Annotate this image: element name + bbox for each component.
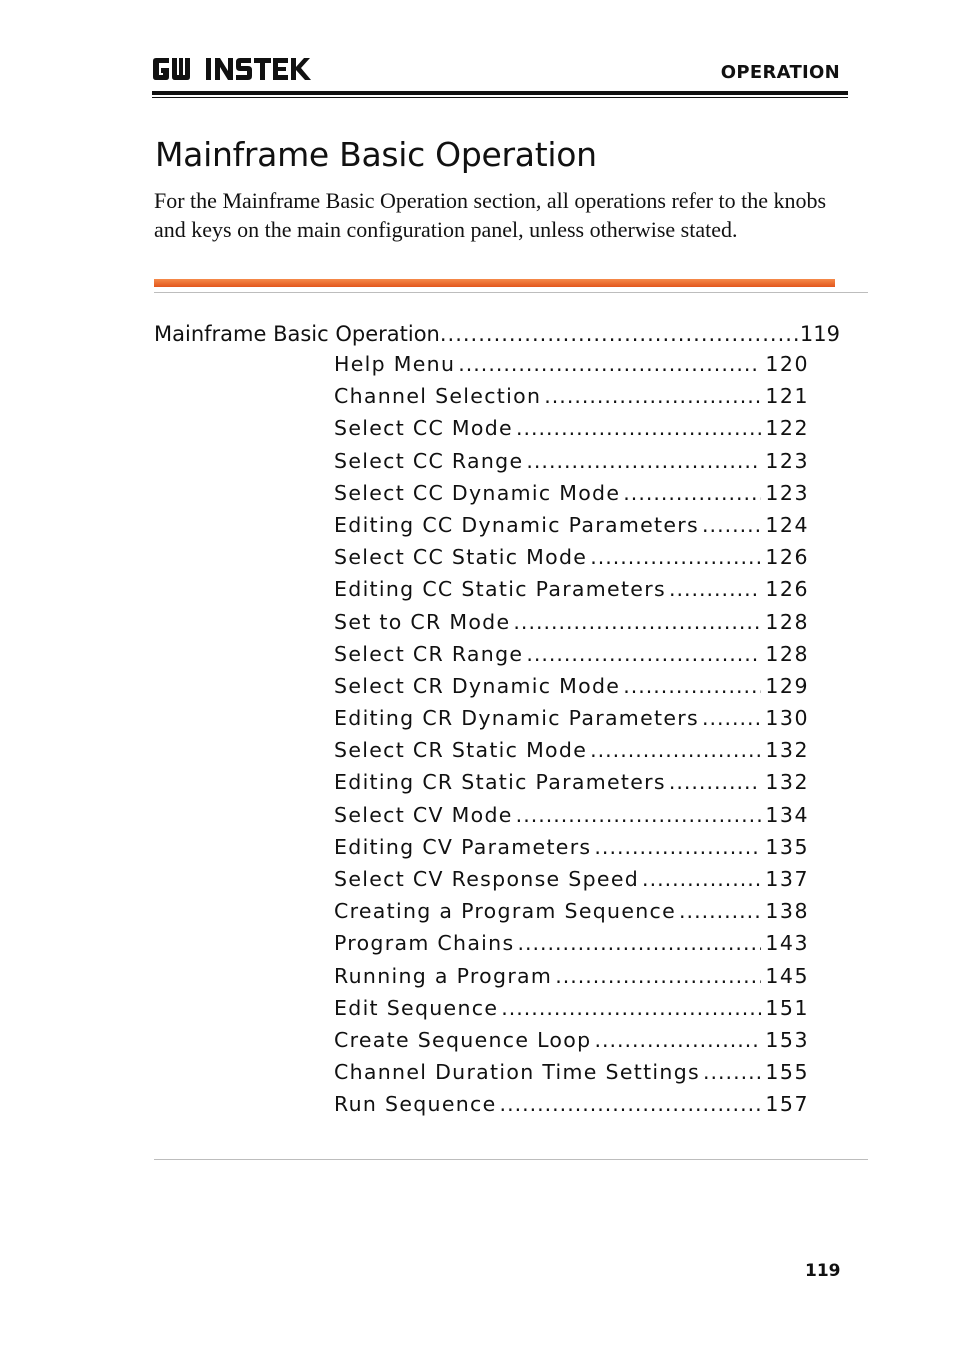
page-number: 119 [805,1261,841,1281]
toc-entry-label: Editing CR Static Parameters [334,770,666,795]
toc-entry[interactable] [334,964,809,996]
toc-entry[interactable] [334,352,809,384]
toc-entry-page: 145 [765,963,809,988]
toc-entry-label: Select CV Response Speed [334,867,640,891]
toc-entry[interactable] [334,738,809,770]
toc-leader-dots [526,642,761,666]
toc-entry-page: 135 [765,834,809,859]
toc-entry[interactable] [334,610,809,642]
toc-entry-page: 124 [765,512,809,537]
toc-entry-page: 123 [765,480,809,505]
toc-entry-label: Edit Sequence [334,995,499,1020]
toc-entry-page: 137 [765,867,809,891]
toc-leader-dots [623,674,761,698]
toc-entry-label: Select CC Mode [334,416,513,441]
toc-leader-dots [501,996,761,1020]
toc-entry-page: 157 [765,1092,809,1117]
header-rule-thin [152,97,848,98]
toc-leader-dots [703,1060,761,1084]
toc-leader-dots [590,545,761,569]
toc-entry[interactable] [334,449,809,481]
toc-entry[interactable] [334,481,809,513]
toc-leader-dots [702,706,761,730]
toc-entry-page: 143 [765,931,809,956]
toc-leader-dots [594,835,761,859]
toc-entry-label: Help Menu [334,352,456,376]
toc-entry-label: Editing CC Static Parameters [334,577,666,602]
toc-entry-label: Set to CR Mode [334,609,511,634]
toc-entry-label: Run Sequence [334,1092,497,1117]
toc-entry-page: 128 [765,641,809,666]
toc-entry-label: Editing CR Dynamic Parameters [334,706,699,731]
section-label: OPERATION [720,62,840,83]
intro-paragraph: For the Mainframe Basic Operation section, all operations refer to the knobs and keys on the main configuration panel, unless otherwise stated. [154,188,827,242]
bottom-gray-rule [154,1159,868,1160]
toc-entry-page: 132 [765,770,809,795]
toc-entry-label: Select CC Static Mode [334,545,588,570]
toc-leader-dots [702,513,761,537]
header-rule [152,91,848,95]
toc-entry[interactable] [334,384,809,416]
toc-entry-label: Select CV Mode [334,802,513,827]
toc-entry[interactable] [334,545,809,577]
toc-entry-page: 132 [765,738,809,763]
toc-entry[interactable] [334,513,809,545]
toc-leader-dots [594,1028,761,1052]
toc-leader-dots [513,610,761,634]
toc-entry-label: Create Sequence Loop [334,1027,592,1052]
toc-entry-label: Creating a Program Sequence [334,899,677,924]
toc-entry-page: 138 [765,899,809,924]
toc-leader-dots [555,964,761,988]
toc-entry[interactable] [334,1060,809,1092]
toc-leader-dots [623,481,761,505]
toc-entry-page: 151 [765,995,809,1020]
orange-divider [154,279,835,287]
toc-entry[interactable] [334,416,809,448]
toc-entry[interactable] [334,642,809,674]
toc-entry-page: 126 [765,545,809,570]
toc-entry-page: 120 [765,352,809,376]
toc-entry-label: Select CR Static Mode [334,738,588,763]
toc-leader-dots [458,352,761,376]
toc-leader-dots [679,899,761,923]
toc-entry-page: 121 [765,384,809,409]
toc-entry-label: Editing CV Parameters [334,834,592,859]
toc-entry-label: Select CC Dynamic Mode [334,480,621,505]
toc-leader-dots [590,738,761,762]
toc-leader-dots [544,384,761,408]
toc-entry-label: Channel Selection [334,384,542,409]
toc-leader-dots [440,322,800,346]
top-gray-rule [154,292,868,293]
toc-entry[interactable] [334,899,809,931]
toc-entry-label: Program Chains [334,931,515,956]
toc-entry[interactable] [334,1092,809,1124]
toc-entry-label: Editing CC Dynamic Parameters [334,512,700,537]
toc-entry-page: 153 [765,1027,809,1052]
toc-list [334,352,809,1125]
toc-main-page: 119 [799,322,840,346]
toc-entry-label: Select CR Dynamic Mode [334,673,621,698]
toc-leader-dots [669,577,761,601]
gw-instek-logo [152,56,324,82]
toc-entry[interactable] [334,803,809,835]
toc-entry-page: 134 [765,802,809,827]
toc-leader-dots [516,416,761,440]
toc-leader-dots [500,1092,762,1116]
toc-entry-page: 129 [765,673,809,698]
toc-entry-page: 126 [765,577,809,602]
toc-entry-label: Select CC Range [334,448,524,473]
toc-leader-dots [642,867,761,891]
toc-entry[interactable] [334,770,809,802]
toc-entry[interactable] [334,867,809,899]
toc-entry[interactable] [334,706,809,738]
page-title: Mainframe Basic Operation [155,135,597,174]
toc-entry-page: 123 [765,448,809,473]
toc-entry[interactable] [334,835,809,867]
toc-entry[interactable] [334,674,809,706]
toc-entry-page: 155 [765,1060,809,1085]
toc-entry-label: Running a Program [334,963,553,988]
toc-leader-dots [526,449,761,473]
toc-leader-dots [517,931,761,955]
toc-leader-dots [669,770,762,794]
toc-entry[interactable] [334,577,809,609]
toc-entry-page: 130 [765,706,809,731]
page-header [152,56,848,98]
toc-entry-page: 128 [765,609,809,634]
toc-entry[interactable] [334,1028,809,1060]
toc-entry[interactable] [334,996,809,1028]
toc-leader-dots [516,803,762,827]
toc-entry-label: Select CR Range [334,641,524,666]
toc-entry[interactable] [334,931,809,963]
toc-entry-label: Channel Duration Time Settings [334,1060,700,1085]
toc-main-entry[interactable] [154,322,840,346]
toc-entry-page: 122 [765,416,809,441]
toc-main-label: Mainframe Basic Operation [154,322,440,346]
